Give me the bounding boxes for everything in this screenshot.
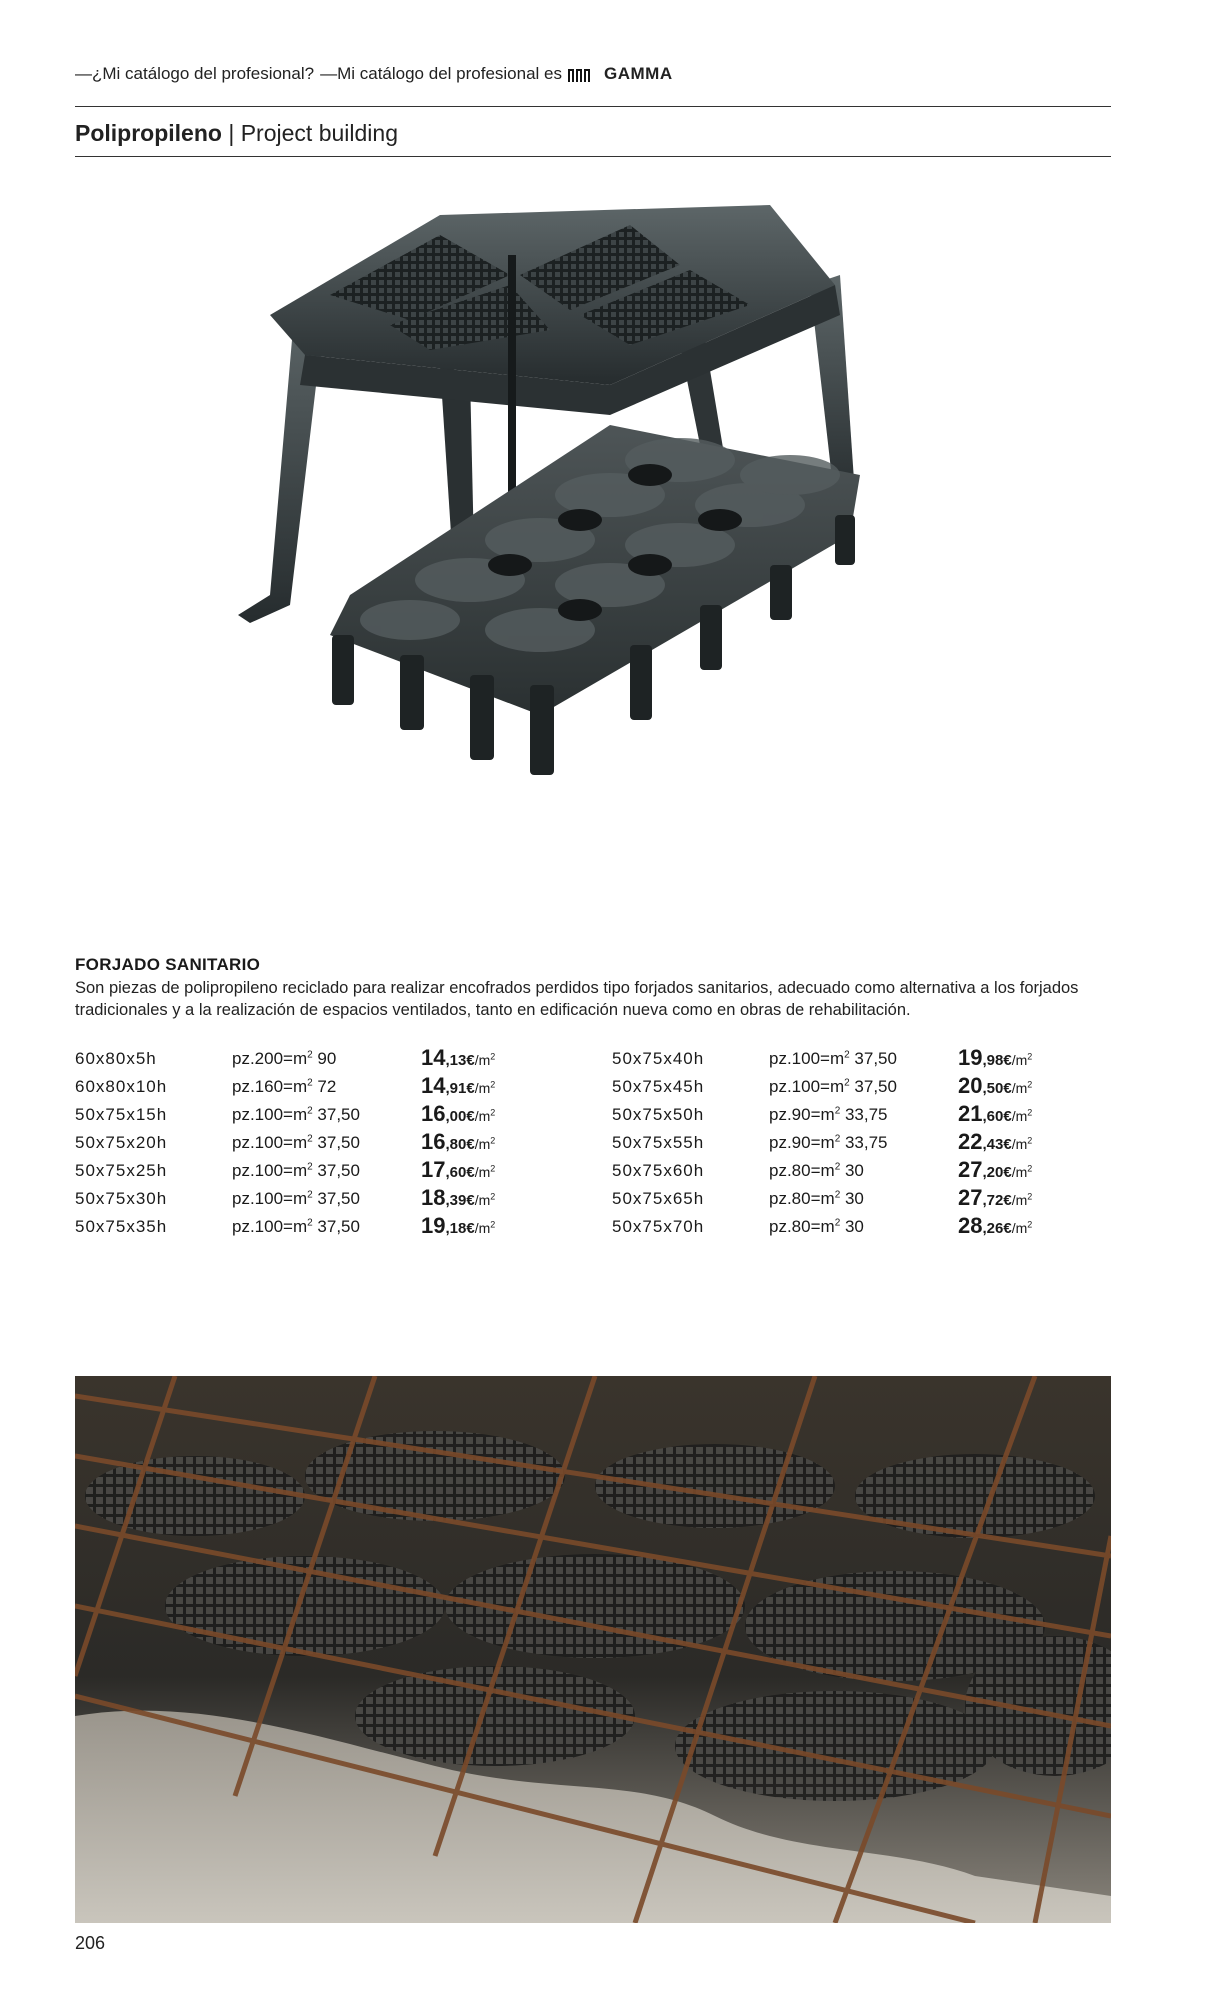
product-photo: [210, 175, 995, 900]
price: $16,00€/m^2$: [421, 1101, 496, 1126]
pack-info: $pz.100=m^2$ 37,50: [769, 1049, 897, 1068]
product-title: FORJADO SANITARIO: [75, 955, 261, 974]
pack-info: $pz.100=m^2$ 37,50: [769, 1077, 897, 1096]
brand: [568, 64, 673, 84]
size: 60x80x5h: [75, 1049, 157, 1068]
size: 50x75x20h: [75, 1133, 168, 1152]
price: $27,20€/m^2$: [958, 1157, 1033, 1182]
size: 50x75x55h: [612, 1133, 705, 1152]
size: 50x75x70h: [612, 1217, 705, 1236]
brand-logo-icon: [568, 67, 598, 82]
section-divider: [75, 156, 1111, 157]
size: 50x75x15h: [75, 1105, 168, 1124]
price: $16,80€/m^2$: [421, 1129, 496, 1154]
construction-site-photo: [75, 1376, 1111, 1923]
price: $22,43€/m^2$: [958, 1129, 1033, 1154]
price: $20,50€/m^2$: [958, 1073, 1033, 1098]
price: $14,13€/m^2$: [421, 1045, 496, 1070]
product-description-block: [75, 955, 1115, 1021]
price: $21,60€/m^2$: [958, 1101, 1033, 1126]
page-number: 206: [75, 1933, 106, 1953]
price: $17,60€/m^2$: [421, 1157, 496, 1182]
tagline-answer: —Mi catálogo del profesional es: [320, 64, 562, 83]
price: $27,72€/m^2$: [958, 1185, 1033, 1210]
size: 50x75x40h: [612, 1049, 705, 1068]
pack-info: $pz.90=m^2$ 33,75: [769, 1105, 888, 1124]
pack-info: $pz.100=m^2$ 37,50: [232, 1217, 360, 1236]
size: 50x75x60h: [612, 1161, 705, 1180]
size: 50x75x65h: [612, 1189, 705, 1208]
section-subcategory: Project building: [240, 120, 398, 146]
size: 50x75x30h: [75, 1189, 168, 1208]
price: $28,26€/m^2$: [958, 1213, 1033, 1238]
section-category: Polipropileno: [75, 120, 222, 146]
pack-info: $pz.160=m^2$ 72: [232, 1077, 337, 1096]
tagline-question: —¿Mi catálogo del profesional?: [75, 64, 315, 83]
size: 50x75x50h: [612, 1105, 705, 1124]
section-title: [75, 120, 398, 147]
pack-info: $pz.80=m^2$ 30: [769, 1189, 864, 1208]
size: 50x75x45h: [612, 1077, 705, 1096]
pack-info: $pz.100=m^2$ 37,50: [232, 1189, 360, 1208]
pack-info: $pz.100=m^2$ 37,50: [232, 1133, 360, 1152]
price: $18,39€/m^2$: [421, 1185, 496, 1210]
section-separator: |: [228, 120, 235, 146]
size: 50x75x25h: [75, 1161, 168, 1180]
pack-info: $pz.90=m^2$ 33,75: [769, 1133, 888, 1152]
product-description: Son piezas de polipropileno reciclado para realizar encofrados perdidos tipo forjados sanitarios, adecuado como alternativa a los forjados tradicionales y a la realización de espacios ventilados, tanto en edificación nueva como en obras de rehabilitación.: [75, 979, 1079, 1019]
pack-info: $pz.80=m^2$ 30: [769, 1161, 864, 1180]
pack-info: $pz.100=m^2$ 37,50: [232, 1161, 360, 1180]
price: $19,98€/m^2$: [958, 1045, 1033, 1070]
pack-info: $pz.200=m^2$ 90: [232, 1049, 337, 1068]
size: 50x75x35h: [75, 1217, 168, 1236]
price: $19,18€/m^2$: [421, 1213, 496, 1238]
pack-info: $pz.100=m^2$ 37,50: [232, 1105, 360, 1124]
size: 60x80x10h: [75, 1077, 168, 1096]
price: $14,91€/m^2$: [421, 1073, 496, 1098]
header-tagline: [75, 64, 673, 84]
pack-info: $pz.80=m^2$ 30: [769, 1217, 864, 1236]
header-divider: [75, 106, 1111, 107]
brand-name: GAMMA: [604, 64, 673, 83]
